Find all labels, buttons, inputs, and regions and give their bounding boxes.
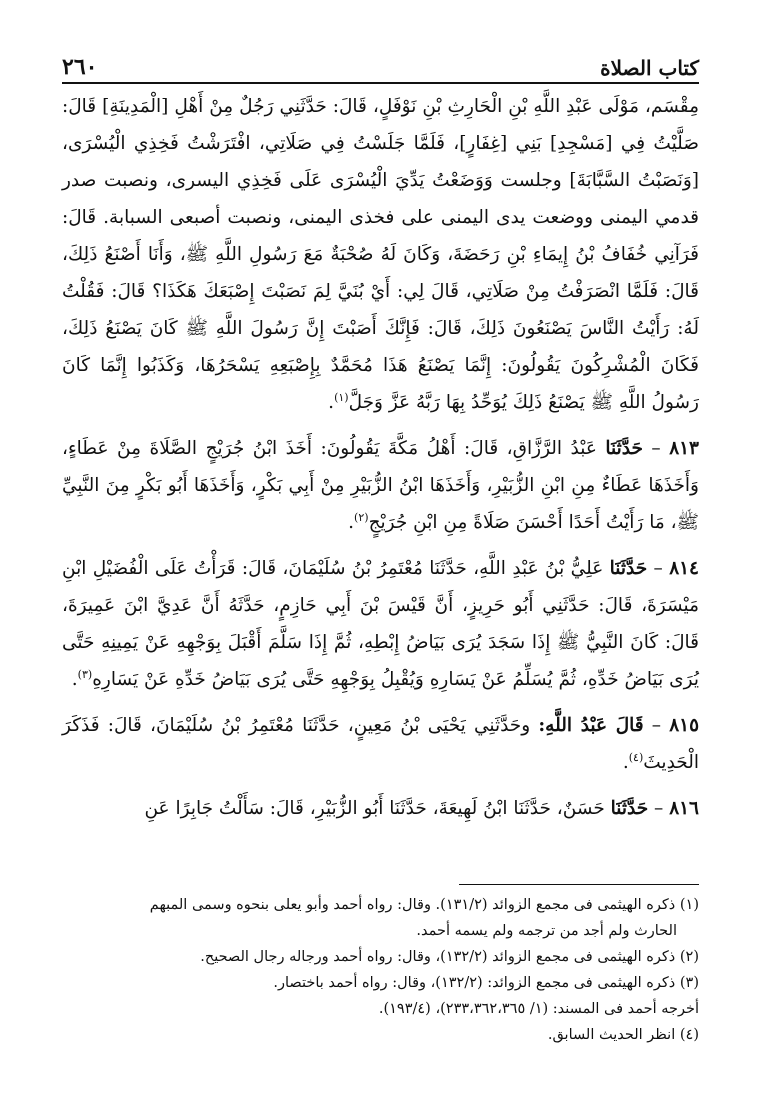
footnote-line: الحارث ولم أجد من ترجمه ولم يسمه أحمد.: [416, 923, 677, 939]
hadith-paragraph: ٨١٣ – حَدَّثَنَا عَبْدُ الرَّزَّاقِ، قَالَ: أَهْلُ مَكَّةَ يَقُولُونَ: أَخَذَ ابْنُ جُرَيْجٍ الصَّلَاةَ مِنْ عَطَاءٍ، وَأَخَذَهَا عَطَاءٌ مِنِ ابْنِ الزُّبَيْرِ، وَأَخَذَهَا ابْنُ الزُّبَيْرِ مِنْ أَبِي بَكْرٍ، وَأَخَذَهَا أَبُو بَكْرٍ مِنَ النَّبِيِّ ﷺ، مَا رَأَيْتُ أَحَدًا أَحْسَنَ صَلَاةً مِنِ ابْنِ جُرَيْجٍ$^{(٢)}$.: [62, 438, 699, 533]
hadith-number: ٨١٤: [669, 558, 699, 579]
main-text: [62, 88, 699, 836]
footnote-ref: (٢): [354, 510, 369, 524]
footnote-ref: (٤): [628, 750, 644, 764]
footnote-line: (٣) ذكره الهيثمى فى مجمع الزوائد: (١٣٢/٢)، وقال: رواه أحمد باختصار.: [273, 975, 699, 991]
hadith-lead: حَدَّثَنَا: [609, 558, 648, 579]
footnotes: [62, 892, 699, 1048]
hadith-lead: قَالَ عَبْدُ اللَّهِ:: [538, 715, 644, 736]
hadith-paragraph: ٨١٥ – قَالَ عَبْدُ اللَّهِ: وحَدَّثَنِي يَحْيَى بْنُ مَعِينٍ، حَدَّثَنَا مُعْتَمِرُ بْنُ سُلَيْمَانَ، قَالَ: فَذَكَرَ الْحَدِيثَ$^{(٤)}$.: [62, 715, 700, 773]
footnote-line: (١) ذكره الهيثمى فى مجمع الزوائد (١٣١/٢). وقال: رواه أحمد وأبو يعلى بنحوه وسمى المبهم: [149, 897, 699, 913]
footnote-ref: (١): [334, 390, 349, 404]
hadith-text: مِقْسَم، مَوْلَى عَبْدِ اللَّهِ بْنِ الْحَارِثِ بْنِ نَوْفَلٍ، قَالَ: حَدَّثَنِي رَجُلٌ مِنْ أَهْلِ [الْمَدِينَةِ] قَالَ: صَلَّيْتُ فِي [مَسْجِدِ] بَنِي [غِفَارٍ]، فَلَمَّا جَلَسْتُ فِي صَلَاتِي، افْتَرَشْتُ فَخِذِي الْيُسْرَى، [وَنَصَبْتُ السَّبَّابَةَ] وجلست وَوَضَعْتُ يَدِّيَ الْيُسْرَى عَلَى فَخِذِي اليسرى، ونصبت صدر قدمي اليمنى ووضعت يدى اليمنى على فخذى اليمنى، ونصبت أصبعى السبابة. قَالَ: فَرَآنِي خُفَافُ بْنُ إِيمَاءِ بْنِ رَحَضَةَ، وَكَانَ لَهُ صُحْبَةٌ مَعَ رَسُولِ اللَّهِ ﷺ، وَأَنَا أَصْنَعُ ذَلِكَ، قَالَ: فَلَمَّا انْصَرَفْتُ مِنْ صَلَاتِي، قَالَ لِي: أَيْ بُنَيَّ لِمَ نَصَبْتَ إِصْبَعَكَ هَكَذَا؟ قَالَ: فَقُلْتُ لَهُ: رَأَيْتُ النَّاسَ يَصْنَعُونَ ذَلِكَ، قَالَ: فَإِنَّكَ أَصَبْتَ إِنَّ رَسُولَ اللَّهِ ﷺ كَانَ يَصْنَعُ ذَلِكَ، فَكَانَ الْمُشْرِكُونَ يَقُولُونَ: إِنَّمَا يَصْنَعُ هَذَا مُحَمَّدٌ بِإِصْبَعِهِ يَسْحَرُهَا، وَكَذَبُوا إِنَّمَا كَانَ رَسُولُ اللَّهِ ﷺ يَصْنَعُ ذَلِكَ يُوَحِّدُ بِهَا رَبَّهُ عَزَّ وَجَلَّ: [62, 96, 699, 413]
hadith-lead: حَدَّثَنَا: [610, 798, 649, 819]
page-header: [62, 46, 699, 80]
hadith-paragraph: مِقْسَم، مَوْلَى عَبْدِ اللَّهِ بْنِ الْحَارِثِ بْنِ نَوْفَلٍ، قَالَ: حَدَّثَنِي رَجُلٌ مِنْ أَهْلِ [الْمَدِينَةِ] قَالَ: صَلَّيْتُ فِي [مَسْجِدِ] بَنِي [غِفَارٍ]، فَلَمَّا جَلَسْتُ فِي صَلَاتِي، افْتَرَشْتُ فَخِذِي الْيُسْرَى، [وَنَصَبْتُ السَّبَّابَةَ] وجلست وَوَضَعْتُ يَدِّيَ الْيُسْرَى عَلَى فَخِذِي اليسرى، ونصبت صدر قدمي اليمنى ووضعت يدى اليمنى على فخذى اليمنى، ونصبت أصبعى السبابة. قَالَ: فَرَآنِي خُفَافُ بْنُ إِيمَاءِ بْنِ رَحَضَةَ، وَكَانَ لَهُ صُحْبَةٌ مَعَ رَسُولِ اللَّهِ ﷺ، وَأَنَا أَصْنَعُ ذَلِكَ، قَالَ: فَلَمَّا انْصَرَفْتُ مِنْ صَلَاتِي، قَالَ لِي: أَيْ بُنَيَّ لِمَ نَصَبْتَ إِصْبَعَكَ هَكَذَا؟ قَالَ: فَقُلْتُ لَهُ: رَأَيْتُ النَّاسَ يَصْنَعُونَ ذَلِكَ، قَالَ: فَإِنَّكَ أَصَبْتَ إِنَّ رَسُولَ اللَّهِ ﷺ كَانَ يَصْنَعُ ذَلِكَ، فَكَانَ الْمُشْرِكُونَ يَقُولُونَ: إِنَّمَا يَصْنَعُ هَذَا مُحَمَّدٌ بِإِصْبَعِهِ يَسْحَرُهَا، وَكَذَبُوا إِنَّمَا كَانَ رَسُولُ اللَّهِ ﷺ يَصْنَعُ ذَلِكَ يُوَحِّدُ بِهَا رَبَّهُ عَزَّ وَجَلَّ$^{(١)}$.: [62, 96, 699, 413]
hadith-paragraph: ٨١٤ – حَدَّثَنَا عَلِيُّ بْنُ عَبْدِ اللَّهِ، حَدَّثَنَا مُعْتَمِرُ بْنُ سُلَيْمَانَ، قَالَ: قَرَأْتُ عَلَى الْفُضَيْلِ ابْنِ مَيْسَرَةَ، قَالَ: حَدَّثَنِي أَبُو حَرِيزٍ، أَنَّ قَيْسَ بْنَ أَبِي حَازِمٍ، حَدَّثَهُ أَنَّ عَدِيَّ ابْنَ عَمِيرَةَ، قَالَ: كَانَ النَّبِيُّ ﷺ إِذَا سَجَدَ يُرَى بَيَاضُ إِبْطِهِ، ثُمَّ إِذَا سَلَّمَ أَقْبَلَ بِوَجْهِهِ عَنْ يَمِينِهِ حَتَّى يُرَى بَيَاضُ خَدِّهِ، ثُمَّ يُسَلِّمُ عَنْ يَسَارِهِ وَيُقْبِلُ بِوَجْهِهِ حَتَّى يُرَى بَيَاضُ خَدِّهِ عَنْ يَسَارِهِ$^{(٣)}$.: [62, 558, 699, 690]
hadith-number: ٨١٣: [669, 438, 699, 459]
hadith-lead: حَدَّثَنَا: [605, 438, 643, 459]
footnote-ref: (٣): [77, 667, 93, 681]
footnote-line: أخرجه أحمد فى المسند: (١/ ٢٣٣،٣٦٢،٣٦٥)، (١٩٣/٤).: [378, 1001, 699, 1017]
footnote-line: (٢) ذكره الهيثمى فى مجمع الزوائد (١٣٢/٢)، وقال: رواه أحمد ورجاله رجال الصحيح.: [200, 949, 699, 965]
hadith-paragraph: ٨١٦ – حَدَّثَنَا حَسَنٌ، حَدَّثَنَا ابْنُ لَهِيعَةَ، حَدَّثَنَا أَبُو الزُّبَيْرِ، قَالَ: سَأَلْتُ جَابِرًا عَنِ: [144, 798, 699, 819]
hadith-text: وحَدَّثَنِي يَحْيَى بْنُ مَعِينٍ، حَدَّثَنَا مُعْتَمِرُ بْنُ سُلَيْمَانَ، قَالَ: فَذَكَرَ الْحَدِيثَ: [62, 715, 699, 773]
footnote-rule: [459, 884, 699, 885]
hadith-text: عَلِيُّ بْنُ عَبْدِ اللَّهِ، حَدَّثَنَا مُعْتَمِرُ بْنُ سُلَيْمَانَ، قَالَ: قَرَأْتُ عَلَى الْفُضَيْلِ ابْنِ مَيْسَرَةَ، قَالَ: حَدَّثَنِي أَبُو حَرِيزٍ، أَنَّ قَيْسَ بْنَ أَبِي حَازِمٍ، حَدَّثَهُ أَنَّ عَدِيَّ ابْنَ عَمِيرَةَ، قَالَ: كَانَ النَّبِيُّ ﷺ إِذَا سَجَدَ يُرَى بَيَاضُ إِبْطِهِ، ثُمَّ إِذَا سَلَّمَ أَقْبَلَ بِوَجْهِهِ عَنْ يَمِينِهِ حَتَّى يُرَى بَيَاضُ خَدِّهِ، ثُمَّ يُسَلِّمُ عَنْ يَسَارِهِ وَيُقْبِلُ بِوَجْهِهِ حَتَّى يُرَى بَيَاضُ خَدِّهِ عَنْ يَسَارِهِ: [62, 558, 699, 690]
running-title: كتاب الصلاة: [600, 56, 699, 80]
hadith-text: عَبْدُ الرَّزَّاقِ، قَالَ: أَهْلُ مَكَّةَ يَقُولُونَ: أَخَذَ ابْنُ جُرَيْجٍ الصَّلَاةَ مِنْ عَطَاءٍ، وَأَخَذَهَا عَطَاءٌ مِنِ ابْنِ الزُّبَيْرِ، وَأَخَذَهَا ابْنُ الزُّبَيْرِ مِنْ أَبِي بَكْرٍ، وَأَخَذَهَا أَبُو بَكْرٍ مِنَ النَّبِيِّ ﷺ، مَا رَأَيْتُ أَحَدًا أَحْسَنَ صَلَاةً مِنِ ابْنِ جُرَيْجٍ: [62, 438, 699, 533]
header-rule: [62, 82, 699, 84]
hadith-number: ٨١٥: [669, 715, 700, 736]
footnote-line: (٤) انظر الحديث السابق.: [547, 1027, 699, 1043]
hadith-number: ٨١٦: [669, 798, 699, 819]
hadith-text: حَسَنٌ، حَدَّثَنَا ابْنُ لَهِيعَةَ، حَدَّثَنَا أَبُو الزُّبَيْرِ، قَالَ: سَأَلْتُ جَابِرًا عَنِ: [144, 798, 605, 819]
page-number: ٢٦٠: [62, 54, 98, 80]
